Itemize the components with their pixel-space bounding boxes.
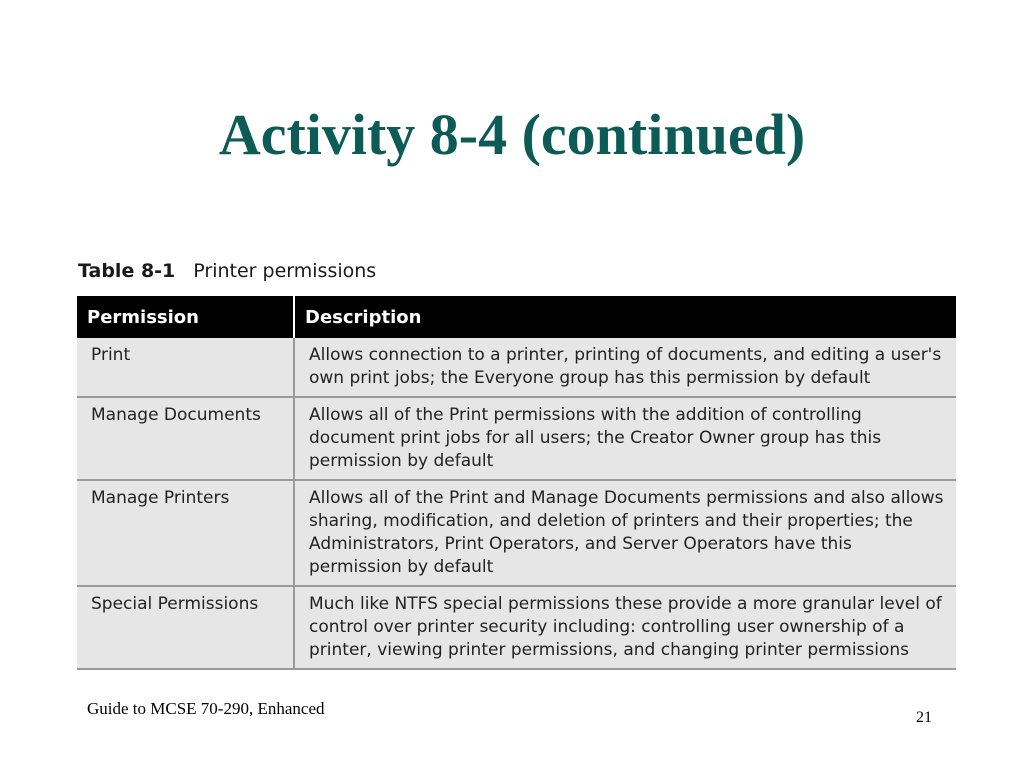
description-cell: Allows all of the Print and Manage Documents permissions and also allows sharing, modification, and deletion of printers and their properties; the Administrators, Print Operators, and Server Operators have this permission by default xyxy=(294,480,956,586)
description-cell: Allows connection to a printer, printing of documents, and editing a user's own print jobs; the Everyone group has this permission by default xyxy=(294,338,956,397)
table-caption-number: Table 8-1 xyxy=(78,260,176,282)
permission-cell: Manage Printers xyxy=(77,480,294,586)
table-row xyxy=(77,480,956,586)
table-caption-text: Printer permissions xyxy=(193,260,377,282)
permission-cell: Manage Documents xyxy=(77,397,294,480)
header-permission: Permission xyxy=(77,296,294,338)
page-number: 21 xyxy=(916,709,932,726)
table-row xyxy=(77,397,956,480)
permissions-table xyxy=(77,296,956,670)
table-caption xyxy=(78,260,376,282)
description-cell: Allows all of the Print permissions with the addition of controlling document print jobs for all users; the Creator Owner group has this permission by default xyxy=(294,397,956,480)
footer-course-title: Guide to MCSE 70-290, Enhanced xyxy=(87,699,325,718)
header-description: Description xyxy=(294,296,956,338)
table-header-row xyxy=(77,296,956,338)
slide-title: Activity 8-4 (continued) xyxy=(218,102,806,167)
permission-cell: Special Permissions xyxy=(77,586,294,669)
table-row xyxy=(77,586,956,669)
table-row xyxy=(77,338,956,397)
permission-cell: Print xyxy=(77,338,294,397)
description-cell: Much like NTFS special permissions these provide a more granular level of control over printer security including: controlling user ownership of a printer, viewing printer permissions, and changing printer permissions xyxy=(294,586,956,669)
